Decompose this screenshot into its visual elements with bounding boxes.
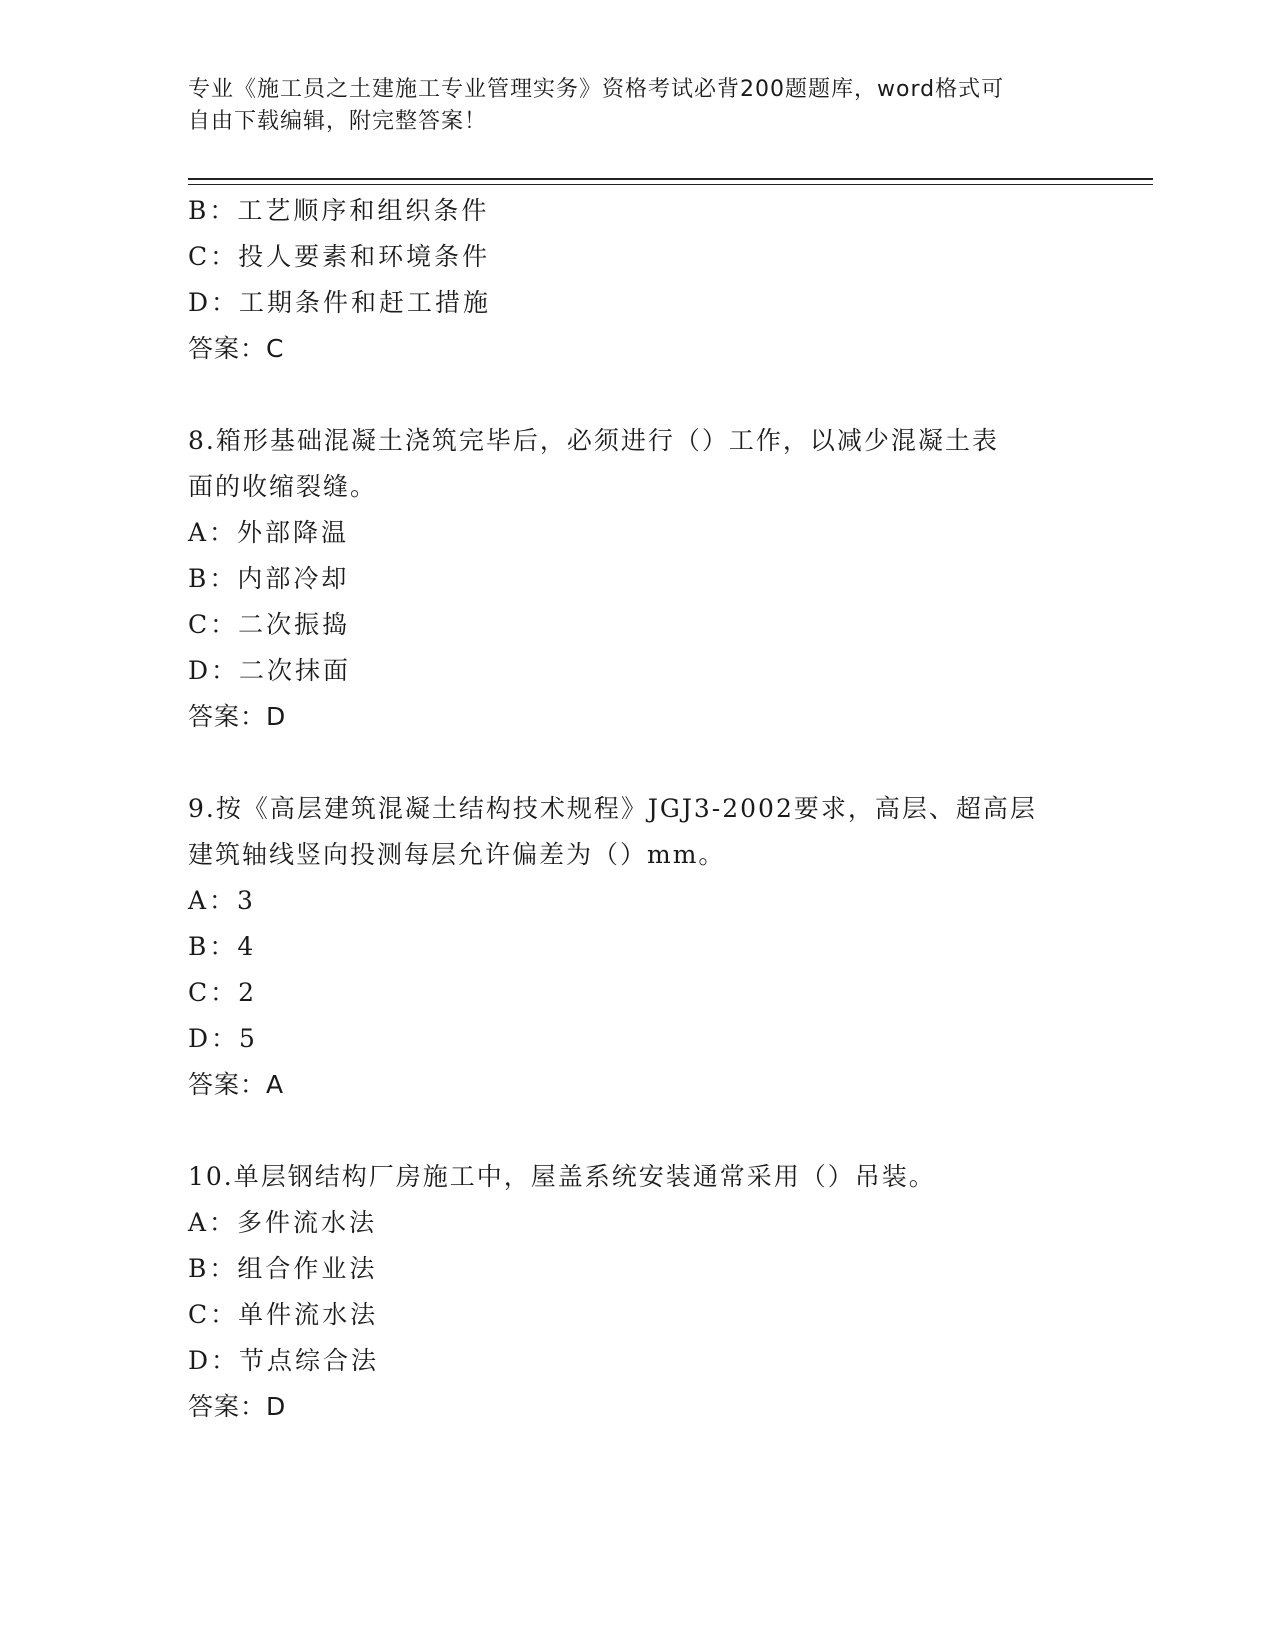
option-a: A：3 [188, 886, 256, 915]
option-a: A：多件流水法 [188, 1208, 378, 1237]
option-c: C：单件流水法 [188, 1300, 379, 1329]
question-text-line: 9.按《高层建筑混凝土结构技术规程》JGJ3-2002要求，高层、超高层 [188, 794, 1037, 823]
answer-line: 答案：D [188, 702, 287, 731]
header-divider-thick [188, 178, 1153, 180]
option-a: A：外部降温 [188, 518, 350, 547]
option-b: B：组合作业法 [188, 1254, 378, 1283]
spacer [188, 1108, 1088, 1154]
option-b: B：4 [188, 932, 257, 961]
option-d: D：二次抹面 [188, 656, 352, 685]
document-header [188, 74, 1088, 138]
answer-line: 答案：A [188, 1070, 285, 1099]
option-d: D：工期条件和赶工措施 [188, 288, 492, 317]
question-text-line: 面的收缩裂缝。 [188, 472, 378, 501]
answer-line: 答案：C [188, 334, 285, 363]
header-line-2: 自由下载编辑，附完整答案！ [188, 109, 488, 134]
question-text-line: 建筑轴线竖向投测每层允许偏差为（）mm。 [188, 840, 726, 869]
option-c: C：二次振捣 [188, 610, 351, 639]
option-c: C：2 [188, 978, 258, 1007]
spacer [188, 740, 1088, 786]
header-divider-thin [188, 184, 1153, 185]
option-c: C：投人要素和环境条件 [188, 242, 491, 271]
question-8 [188, 418, 1088, 740]
question-9 [188, 786, 1088, 1108]
option-d: D：节点综合法 [188, 1346, 380, 1375]
option-b: B：工艺顺序和组织条件 [188, 196, 490, 225]
answer-line: 答案：D [188, 1392, 287, 1421]
header-line-1: 专业《施工员之土建施工专业管理实务》资格考试必背200题题库，word格式可 [188, 77, 1005, 102]
option-b: B：内部冷却 [188, 564, 350, 593]
question-text-line: 8.箱形基础混凝土浇筑完毕后，必须进行（）工作，以减少混凝土表 [188, 426, 999, 455]
spacer [188, 372, 1088, 418]
question-7-continued [188, 188, 1088, 372]
option-d: D：5 [188, 1024, 258, 1053]
question-10 [188, 1154, 1088, 1430]
question-list [188, 188, 1088, 1430]
question-text-line: 10.单层钢结构厂房施工中，屋盖系统安装通常采用（）吊装。 [188, 1162, 936, 1191]
